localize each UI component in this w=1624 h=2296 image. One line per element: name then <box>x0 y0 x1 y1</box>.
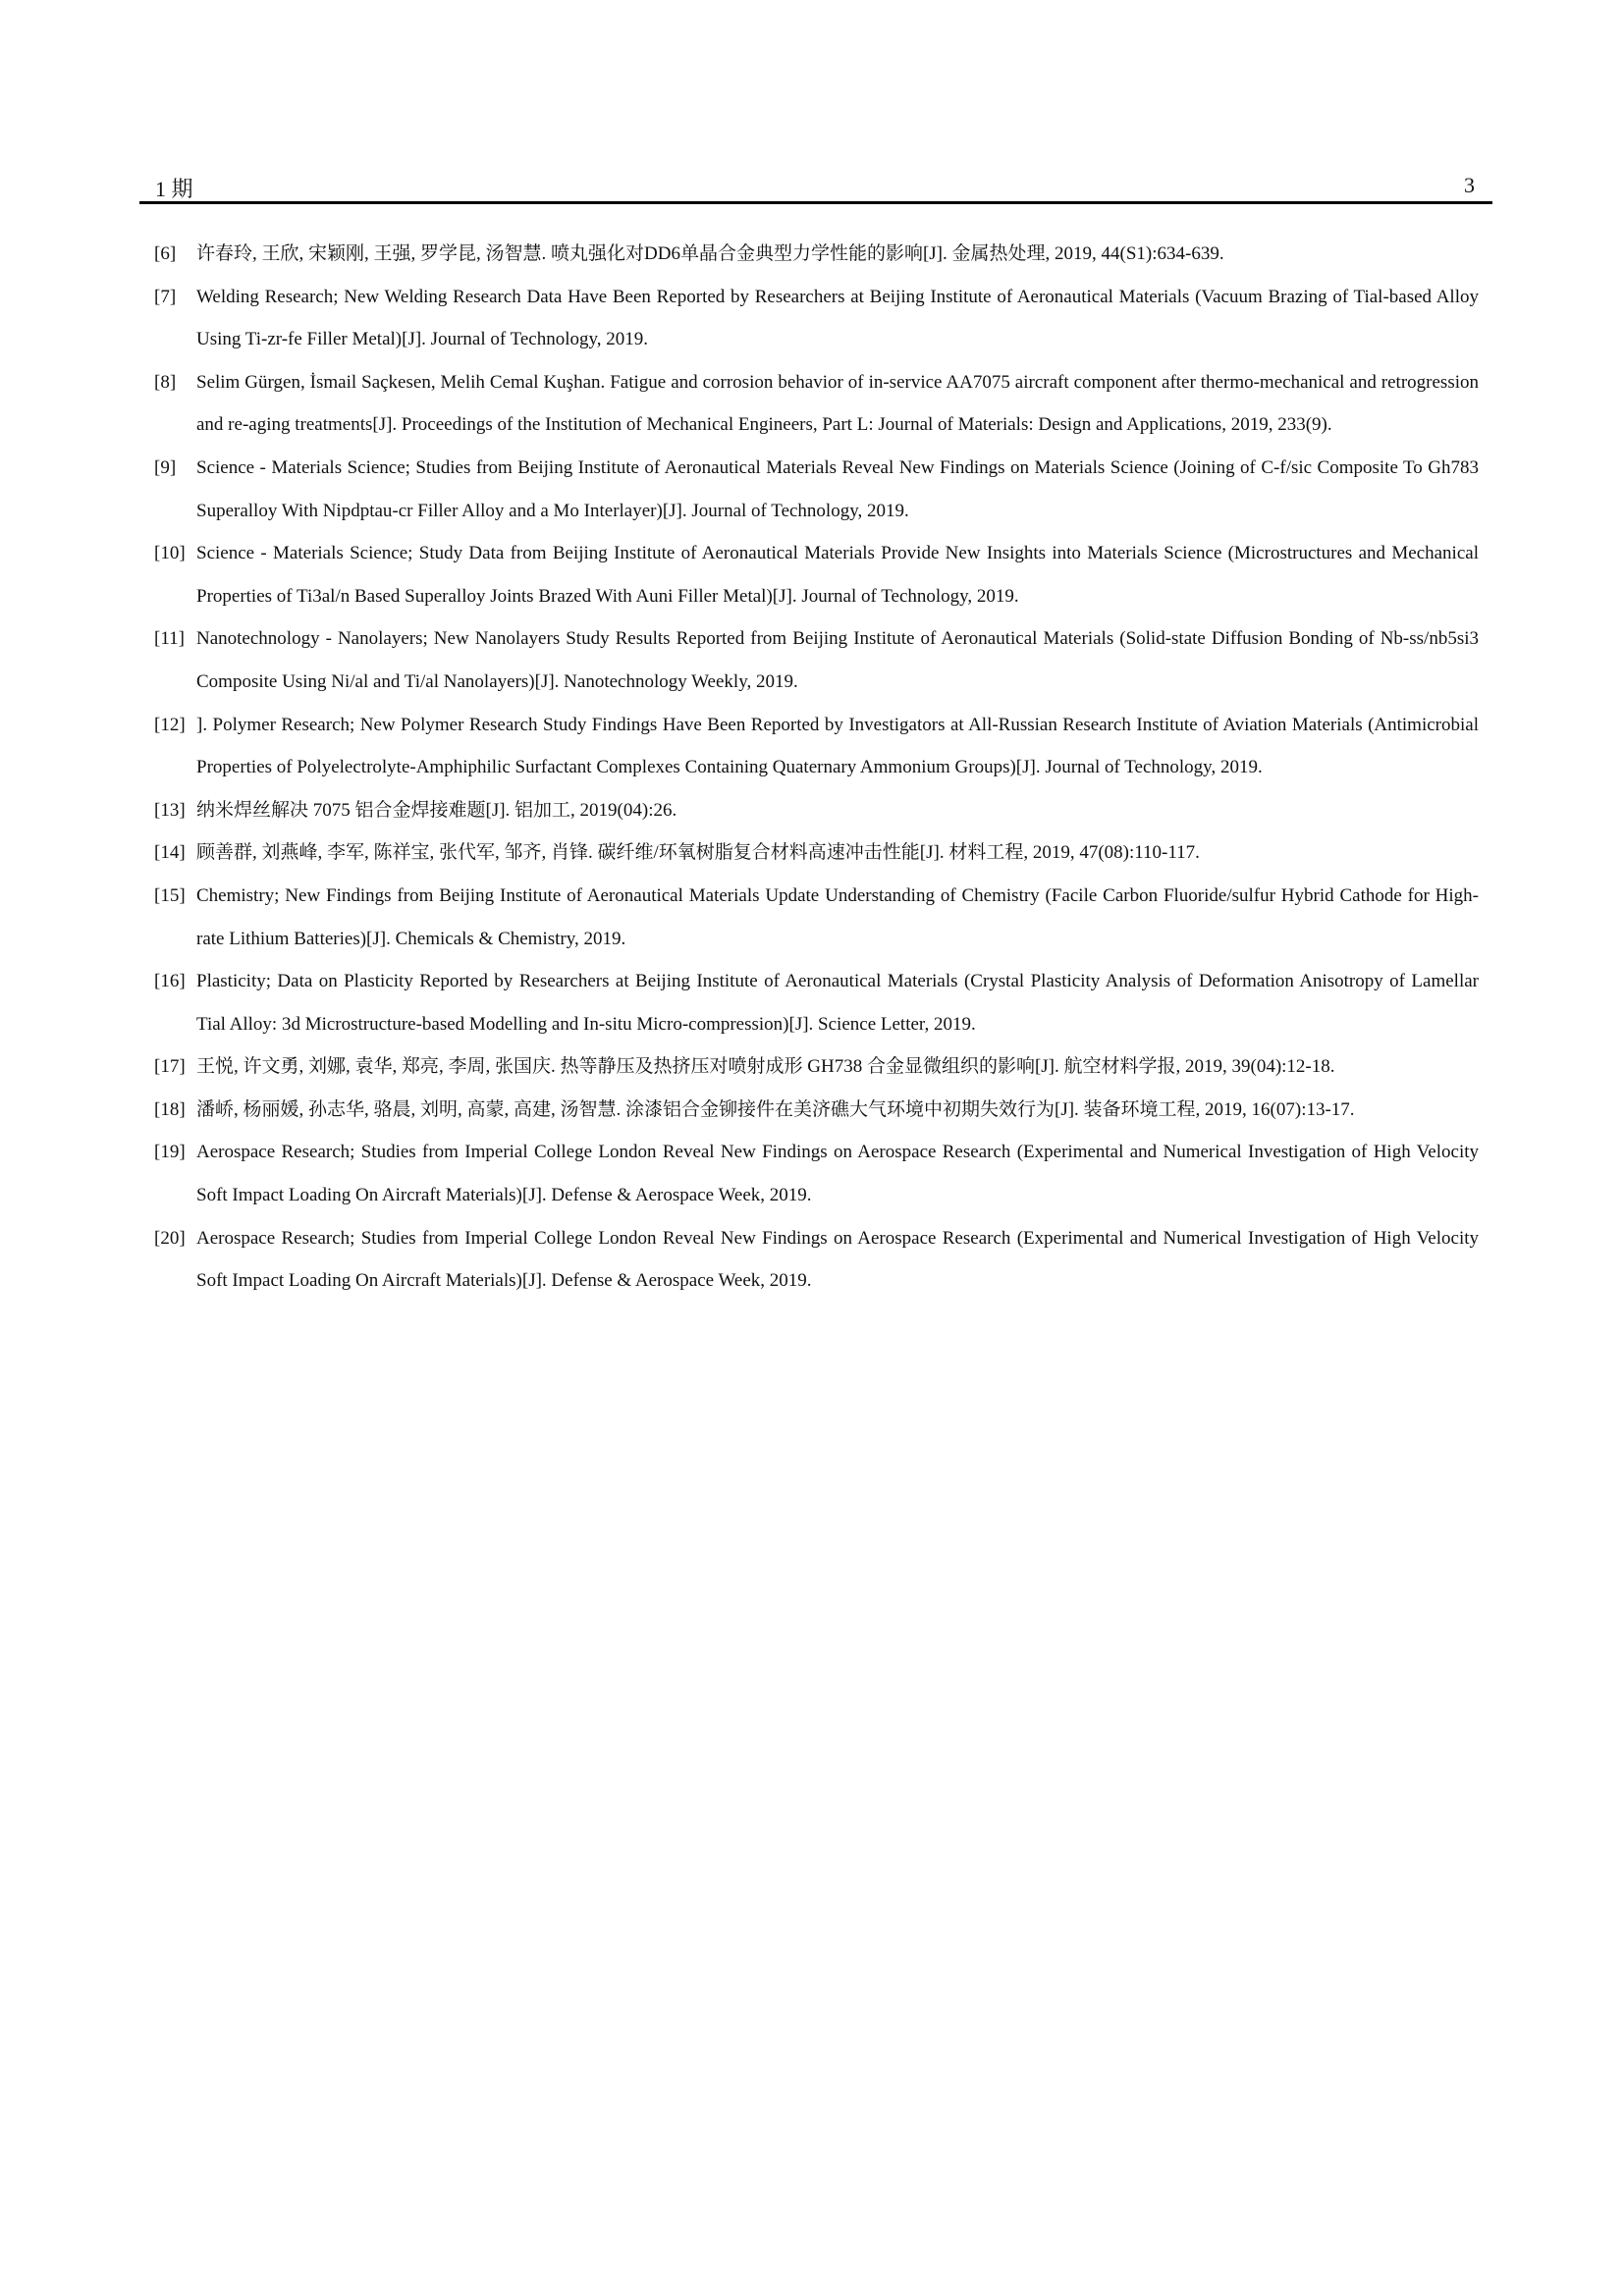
reference-item <box>154 1045 1479 1089</box>
reference-item <box>154 276 1479 361</box>
reference-item <box>154 789 1479 832</box>
reference-item <box>154 1131 1479 1216</box>
reference-number: [12] <box>154 714 186 735</box>
reference-number: [8] <box>154 371 177 393</box>
reference-text: 纳米焊丝解决 7075 铝合金焊接难题[J]. 铝加工, 2019(04):26. <box>196 799 677 821</box>
reference-item <box>154 532 1479 617</box>
reference-text: Science - Materials Science; Study Data from Beijing Institute of Aeronautical Materials Provide New Insights into Materials Science (Microstructures and Mechanical Properties of Ti3al/n Based Superalloy Joints Brazed With Auni Filler Metal)[J]. Journal of Technology, 2019. <box>196 543 1479 607</box>
reference-list <box>154 233 1479 1303</box>
reference-text: Aerospace Research; Studies from Imperial College London Reveal New Findings on Aerospace Research (Experimental and Numerical Investigation of High Velocity Soft Impact Loading On Aircraft Materials)[J]. Defense & Aerospace Week, 2019. <box>196 1227 1479 1292</box>
reference-text: 顾善群, 刘燕峰, 李军, 陈祥宝, 张代军, 邹齐, 肖锋. 碳纤维/环氧树脂复合材料高速冲击性能[J]. 材料工程, 2019, 47(08):110-117. <box>196 842 1200 864</box>
running-header <box>139 169 1492 202</box>
reference-text: Plasticity; Data on Plasticity Reported by Researchers at Beijing Institute of Aeronautical Materials (Crystal Plasticity Analysis of Deformation Anisotropy of Lamellar Tial Alloy: 3d Microstructure-based Modelling and In-situ Micro-compression)[J]. Science Letter, 2019. <box>196 971 1479 1035</box>
reference-item <box>154 361 1479 447</box>
reference-item <box>154 447 1479 532</box>
reference-item <box>154 233 1479 276</box>
reference-number: [19] <box>154 1142 186 1163</box>
reference-text: 许春玲, 王欣, 宋颖刚, 王强, 罗学昆, 汤智慧. 喷丸强化对DD6单晶合金典型力学性能的影响[J]. 金属热处理, 2019, 44(S1):634-639. <box>196 243 1224 264</box>
reference-text: 王悦, 许文勇, 刘娜, 袁华, 郑亮, 李周, 张国庆. 热等静压及热挤压对喷射成形 GH738 合金显微组织的影响[J]. 航空材料学报, 2019, 39(04):12-18. <box>196 1056 1335 1078</box>
reference-text: Welding Research; New Welding Research Data Have Been Reported by Researchers at Beijing Institute of Aeronautical Materials (Vacuum Brazing of Tial-based Alloy Using Ti-zr-fe Filler Metal)[J]. Journal of Technology, 2019. <box>196 286 1479 350</box>
reference-number: [6] <box>154 243 177 264</box>
reference-number: [17] <box>154 1056 186 1078</box>
reference-text: Nanotechnology - Nanolayers; New Nanolayers Study Results Reported from Beijing Institute of Aeronautical Materials (Solid-state Diffusion Bonding of Nb-ss/nb5si3 Composite Using Ni/al and Ti/al Nanolayers)[J]. Nanotechnology Weekly, 2019. <box>196 628 1479 692</box>
reference-number: [15] <box>154 884 186 906</box>
reference-text: Selim Gürgen, İsmail Saçkesen, Melih Cemal Kuşhan. Fatigue and corrosion behavior of in-service AA7075 aircraft component after thermo-mechanical and retrogression and re-aging treatments[J]. Proceedings of the Institution of Mechanical Engineers, Part L: Journal of Materials: Design and Applications, 2019, 233(9). <box>196 371 1479 436</box>
reference-text: Aerospace Research; Studies from Imperial College London Reveal New Findings on Aerospace Research (Experimental and Numerical Investigation of High Velocity Soft Impact Loading On Aircraft Materials)[J]. Defense & Aerospace Week, 2019. <box>196 1142 1479 1206</box>
reference-text: Science - Materials Science; Studies from Beijing Institute of Aeronautical Materials Reveal New Findings on Materials Science (Joining of C-f/sic Composite To Gh783 Superalloy With Nipdptau-cr Filler Alloy and a Mo Interlayer)[J]. Journal of Technology, 2019. <box>196 456 1479 521</box>
reference-item <box>154 1217 1479 1303</box>
reference-item <box>154 960 1479 1045</box>
reference-item <box>154 831 1479 875</box>
reference-item <box>154 704 1479 789</box>
reference-number: [14] <box>154 842 186 864</box>
reference-number: [9] <box>154 456 177 478</box>
reference-item <box>154 1089 1479 1132</box>
reference-text: 潘峤, 杨丽媛, 孙志华, 骆晨, 刘明, 高蒙, 高建, 汤智慧. 涂漆铝合金铆接件在美济礁大气环境中初期失效行为[J]. 装备环境工程, 2019, 16(07):13-17. <box>196 1098 1355 1120</box>
header-rule <box>139 201 1492 204</box>
reference-item <box>154 617 1479 703</box>
reference-number: [10] <box>154 543 186 564</box>
page-number: 3 <box>1464 173 1475 197</box>
reference-text: Chemistry; New Findings from Beijing Institute of Aeronautical Materials Update Understanding of Chemistry (Facile Carbon Fluoride/sulfur Hybrid Cathode for High-rate Lithium Batteries)[J]. Chemicals & Chemistry, 2019. <box>196 884 1479 949</box>
reference-number: [13] <box>154 799 186 821</box>
issue-label: 1 期 <box>155 177 193 201</box>
reference-item <box>154 875 1479 960</box>
reference-number: [18] <box>154 1098 186 1120</box>
reference-number: [7] <box>154 286 177 307</box>
reference-number: [20] <box>154 1227 186 1249</box>
reference-number: [16] <box>154 971 186 992</box>
reference-number: [11] <box>154 628 185 650</box>
reference-text: ]. Polymer Research; New Polymer Research Study Findings Have Been Reported by Investigators at All-Russian Research Institute of Aviation Materials (Antimicrobial Properties of Polyelectrolyte-Amphiphilic Surfactant Complexes Containing Quaternary Ammonium Groups)[J]. Journal of Technology, 2019. <box>196 714 1479 778</box>
